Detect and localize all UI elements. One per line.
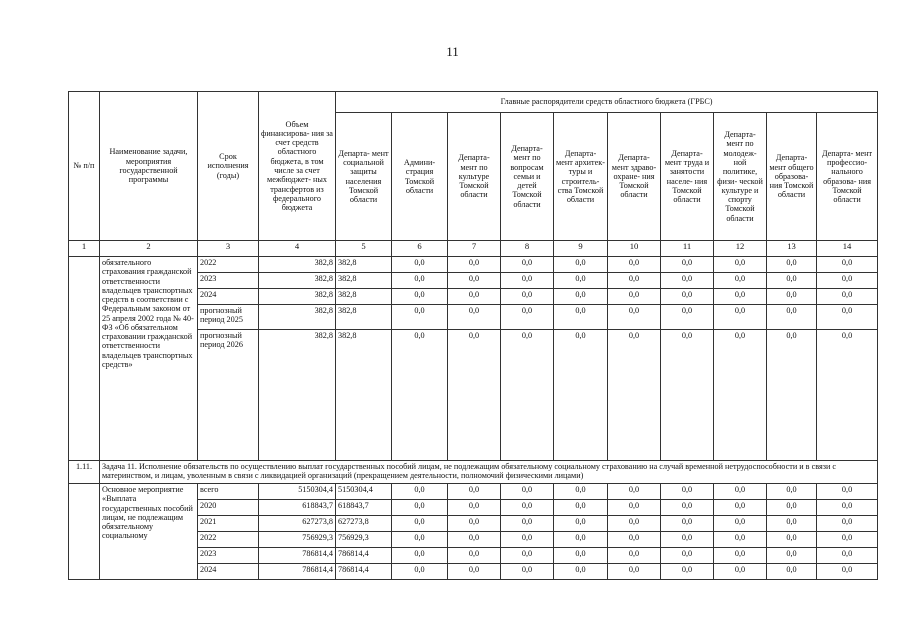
value-cell: 0,0 xyxy=(767,548,817,564)
value-cell: 0,0 xyxy=(661,532,714,548)
value-cell: 0,0 xyxy=(767,289,817,305)
value-cell: 0,0 xyxy=(608,305,661,330)
col-number: 12 xyxy=(714,241,767,257)
value-cell: 0,0 xyxy=(817,305,878,330)
value-cell: 0,0 xyxy=(501,305,554,330)
col-number: 8 xyxy=(501,241,554,257)
value-cell: 0,0 xyxy=(661,305,714,330)
value-cell: 0,0 xyxy=(608,330,661,461)
value-cell: 0,0 xyxy=(817,330,878,461)
value-cell: 0,0 xyxy=(501,500,554,516)
value-cell: 382,8 xyxy=(336,330,392,461)
value-cell: 0,0 xyxy=(661,564,714,580)
term-cell: 2023 xyxy=(198,548,259,564)
value-cell: 0,0 xyxy=(448,484,501,500)
header-grbs-4: Департа- мент по вопросам семьи и детей Томской области xyxy=(501,113,554,241)
value-cell: 0,0 xyxy=(448,548,501,564)
header-col-term: Срок исполнения (годы) xyxy=(198,92,259,241)
value-cell: 0,0 xyxy=(608,484,661,500)
value-cell: 382,8 xyxy=(336,289,392,305)
col-number: 3 xyxy=(198,241,259,257)
value-cell: 382,8 xyxy=(336,305,392,330)
col-number: 10 xyxy=(608,241,661,257)
header-grbs-title: Главные распорядители средств областного бюджета (ГРБС) xyxy=(336,92,878,113)
value-cell: 0,0 xyxy=(392,564,448,580)
col-number: 13 xyxy=(767,241,817,257)
row-number-cell xyxy=(69,484,100,580)
value-cell: 0,0 xyxy=(661,330,714,461)
term-cell: 2021 xyxy=(198,516,259,532)
table-row xyxy=(69,257,878,273)
term-cell: прогнозный период 2026 xyxy=(198,330,259,461)
header-col-volume: Объем финансирова- ния за счет средств областного бюджета, в том числе за счет межбюджет- ных трансфертов из федерального бюджета xyxy=(259,92,336,241)
value-cell: 0,0 xyxy=(501,330,554,461)
value-cell: 0,0 xyxy=(501,273,554,289)
value-cell: 0,0 xyxy=(554,500,608,516)
value-cell: 0,0 xyxy=(767,257,817,273)
volume-cell: 382,8 xyxy=(259,289,336,305)
value-cell: 0,0 xyxy=(608,564,661,580)
value-cell: 0,0 xyxy=(714,548,767,564)
value-cell: 0,0 xyxy=(392,305,448,330)
value-cell: 0,0 xyxy=(392,273,448,289)
value-cell: 0,0 xyxy=(554,516,608,532)
volume-cell: 382,8 xyxy=(259,305,336,330)
value-cell: 0,0 xyxy=(608,273,661,289)
value-cell: 0,0 xyxy=(448,330,501,461)
value-cell: 0,0 xyxy=(767,484,817,500)
budget-table xyxy=(68,91,878,580)
table-row xyxy=(69,484,878,500)
value-cell: 0,0 xyxy=(501,484,554,500)
col-number: 7 xyxy=(448,241,501,257)
value-cell: 0,0 xyxy=(661,548,714,564)
volume-cell: 382,8 xyxy=(259,257,336,273)
term-cell: 2024 xyxy=(198,564,259,580)
value-cell: 0,0 xyxy=(392,484,448,500)
term-cell: 2022 xyxy=(198,532,259,548)
header-grbs-1: Департа- мент социальной защиты населения Томской области xyxy=(336,113,392,241)
col-number: 4 xyxy=(259,241,336,257)
value-cell: 0,0 xyxy=(661,257,714,273)
value-cell: 0,0 xyxy=(392,516,448,532)
value-cell: 786814,4 xyxy=(336,564,392,580)
term-cell: 2023 xyxy=(198,273,259,289)
value-cell: 618843,7 xyxy=(336,500,392,516)
value-cell: 5150304,4 xyxy=(336,484,392,500)
value-cell: 0,0 xyxy=(608,516,661,532)
value-cell: 0,0 xyxy=(714,516,767,532)
value-cell: 0,0 xyxy=(501,289,554,305)
col-number: 9 xyxy=(554,241,608,257)
header-grbs-7: Департа- мент труда и занятости населе- ния Томской области xyxy=(661,113,714,241)
value-cell: 0,0 xyxy=(714,532,767,548)
value-cell: 0,0 xyxy=(817,484,878,500)
value-cell: 0,0 xyxy=(714,484,767,500)
value-cell: 0,0 xyxy=(661,273,714,289)
value-cell: 0,0 xyxy=(392,548,448,564)
value-cell: 0,0 xyxy=(714,330,767,461)
value-cell: 0,0 xyxy=(661,484,714,500)
value-cell: 786814,4 xyxy=(336,548,392,564)
volume-cell: 382,8 xyxy=(259,330,336,461)
value-cell: 0,0 xyxy=(554,548,608,564)
volume-cell: 786814,4 xyxy=(259,564,336,580)
value-cell: 0,0 xyxy=(448,516,501,532)
header-grbs-3: Департа- мент по культуре Томской области xyxy=(448,113,501,241)
col-number: 5 xyxy=(336,241,392,257)
header-grbs-10: Департа- мент профессио- нального образова- ния Томской области xyxy=(817,113,878,241)
value-cell: 0,0 xyxy=(817,257,878,273)
value-cell: 0,0 xyxy=(608,257,661,273)
page-number: 11 xyxy=(446,44,459,59)
task-text: Задача 11. Исполнение обязательств по осуществлению выплат государственных пособий лицам, не подлежащим обязательному социальному страхованию на случай временной нетрудоспособности и в связи с материнством, и лицам, уволенным в связи с ликвидацией организаций (прекращением деятельности, полномочий физическими лицами) xyxy=(100,461,878,484)
header-col-name: Наименование задачи, мероприятия государственной программы xyxy=(100,92,198,241)
measure-name: обязательного страхования гражданской ответственности владельцев транспортных средств в соответствии с Федеральным законом от 25 апреля 2002 года № 40-ФЗ «Об обязательном страховании гражданской ответственности владельцев транспортных средств» xyxy=(100,257,198,461)
value-cell: 0,0 xyxy=(817,500,878,516)
value-cell: 0,0 xyxy=(767,564,817,580)
col-number: 6 xyxy=(392,241,448,257)
value-cell: 0,0 xyxy=(817,516,878,532)
value-cell: 0,0 xyxy=(661,516,714,532)
value-cell: 382,8 xyxy=(336,273,392,289)
value-cell: 0,0 xyxy=(554,484,608,500)
term-cell: 2020 xyxy=(198,500,259,516)
value-cell: 0,0 xyxy=(501,564,554,580)
term-cell: 2022 xyxy=(198,257,259,273)
value-cell: 0,0 xyxy=(817,532,878,548)
col-number: 1 xyxy=(69,241,100,257)
value-cell: 0,0 xyxy=(608,500,661,516)
value-cell: 0,0 xyxy=(714,564,767,580)
term-cell: прогнозный период 2025 xyxy=(198,305,259,330)
value-cell: 0,0 xyxy=(554,305,608,330)
value-cell: 0,0 xyxy=(817,273,878,289)
value-cell: 0,0 xyxy=(767,500,817,516)
column-number-row xyxy=(69,241,878,257)
volume-cell: 618843,7 xyxy=(259,500,336,516)
value-cell: 0,0 xyxy=(392,257,448,273)
volume-cell: 627273,8 xyxy=(259,516,336,532)
value-cell: 0,0 xyxy=(767,305,817,330)
value-cell: 0,0 xyxy=(554,532,608,548)
header-grbs-2: Админи- страция Томской области xyxy=(392,113,448,241)
value-cell: 0,0 xyxy=(817,564,878,580)
volume-cell: 756929,3 xyxy=(259,532,336,548)
value-cell: 0,0 xyxy=(608,289,661,305)
col-number: 14 xyxy=(817,241,878,257)
term-cell: 2024 xyxy=(198,289,259,305)
value-cell: 0,0 xyxy=(714,305,767,330)
measure-name: Основное мероприятие «Выплата государственных пособий лицам, не подлежащим обязательному социальному xyxy=(100,484,198,580)
header-col-num: № п/п xyxy=(69,92,100,241)
value-cell: 0,0 xyxy=(448,532,501,548)
value-cell: 756929,3 xyxy=(336,532,392,548)
value-cell: 0,0 xyxy=(448,500,501,516)
value-cell: 0,0 xyxy=(501,257,554,273)
value-cell: 0,0 xyxy=(767,516,817,532)
value-cell: 0,0 xyxy=(554,564,608,580)
value-cell: 0,0 xyxy=(448,305,501,330)
value-cell: 0,0 xyxy=(608,548,661,564)
value-cell: 0,0 xyxy=(767,330,817,461)
task-row xyxy=(69,461,878,484)
value-cell: 0,0 xyxy=(448,257,501,273)
value-cell: 0,0 xyxy=(501,532,554,548)
value-cell: 0,0 xyxy=(448,273,501,289)
volume-cell: 382,8 xyxy=(259,273,336,289)
volume-cell: 5150304,4 xyxy=(259,484,336,500)
value-cell: 0,0 xyxy=(448,564,501,580)
header-grbs-8: Департа- мент по молодеж- ной политике, физи- ческой культуре и спорту Томской области xyxy=(714,113,767,241)
value-cell: 0,0 xyxy=(714,273,767,289)
col-number: 11 xyxy=(661,241,714,257)
header-grbs-9: Департа- мент общего образова- ния Томской области xyxy=(767,113,817,241)
value-cell: 0,0 xyxy=(767,273,817,289)
value-cell: 0,0 xyxy=(817,548,878,564)
value-cell: 0,0 xyxy=(501,516,554,532)
value-cell: 627273,8 xyxy=(336,516,392,532)
value-cell: 0,0 xyxy=(554,273,608,289)
value-cell: 0,0 xyxy=(392,289,448,305)
value-cell: 0,0 xyxy=(392,330,448,461)
value-cell: 0,0 xyxy=(392,532,448,548)
value-cell: 382,8 xyxy=(336,257,392,273)
header-grbs-5: Департа- мент архитек- туры и строитель- ства Томской области xyxy=(554,113,608,241)
row-number-cell xyxy=(69,257,100,461)
value-cell: 0,0 xyxy=(767,532,817,548)
value-cell: 0,0 xyxy=(714,257,767,273)
value-cell: 0,0 xyxy=(501,548,554,564)
value-cell: 0,0 xyxy=(554,257,608,273)
value-cell: 0,0 xyxy=(714,289,767,305)
value-cell: 0,0 xyxy=(661,289,714,305)
value-cell: 0,0 xyxy=(448,289,501,305)
value-cell: 0,0 xyxy=(714,500,767,516)
volume-cell: 786814,4 xyxy=(259,548,336,564)
value-cell: 0,0 xyxy=(392,500,448,516)
task-number: 1.11. xyxy=(69,461,100,484)
term-cell: всего xyxy=(198,484,259,500)
header-grbs-6: Департа- мент здраво- охране- ния Томской области xyxy=(608,113,661,241)
value-cell: 0,0 xyxy=(554,289,608,305)
header-row-1 xyxy=(69,92,878,113)
value-cell: 0,0 xyxy=(554,330,608,461)
col-number: 2 xyxy=(100,241,198,257)
value-cell: 0,0 xyxy=(817,289,878,305)
value-cell: 0,0 xyxy=(608,532,661,548)
value-cell: 0,0 xyxy=(661,500,714,516)
